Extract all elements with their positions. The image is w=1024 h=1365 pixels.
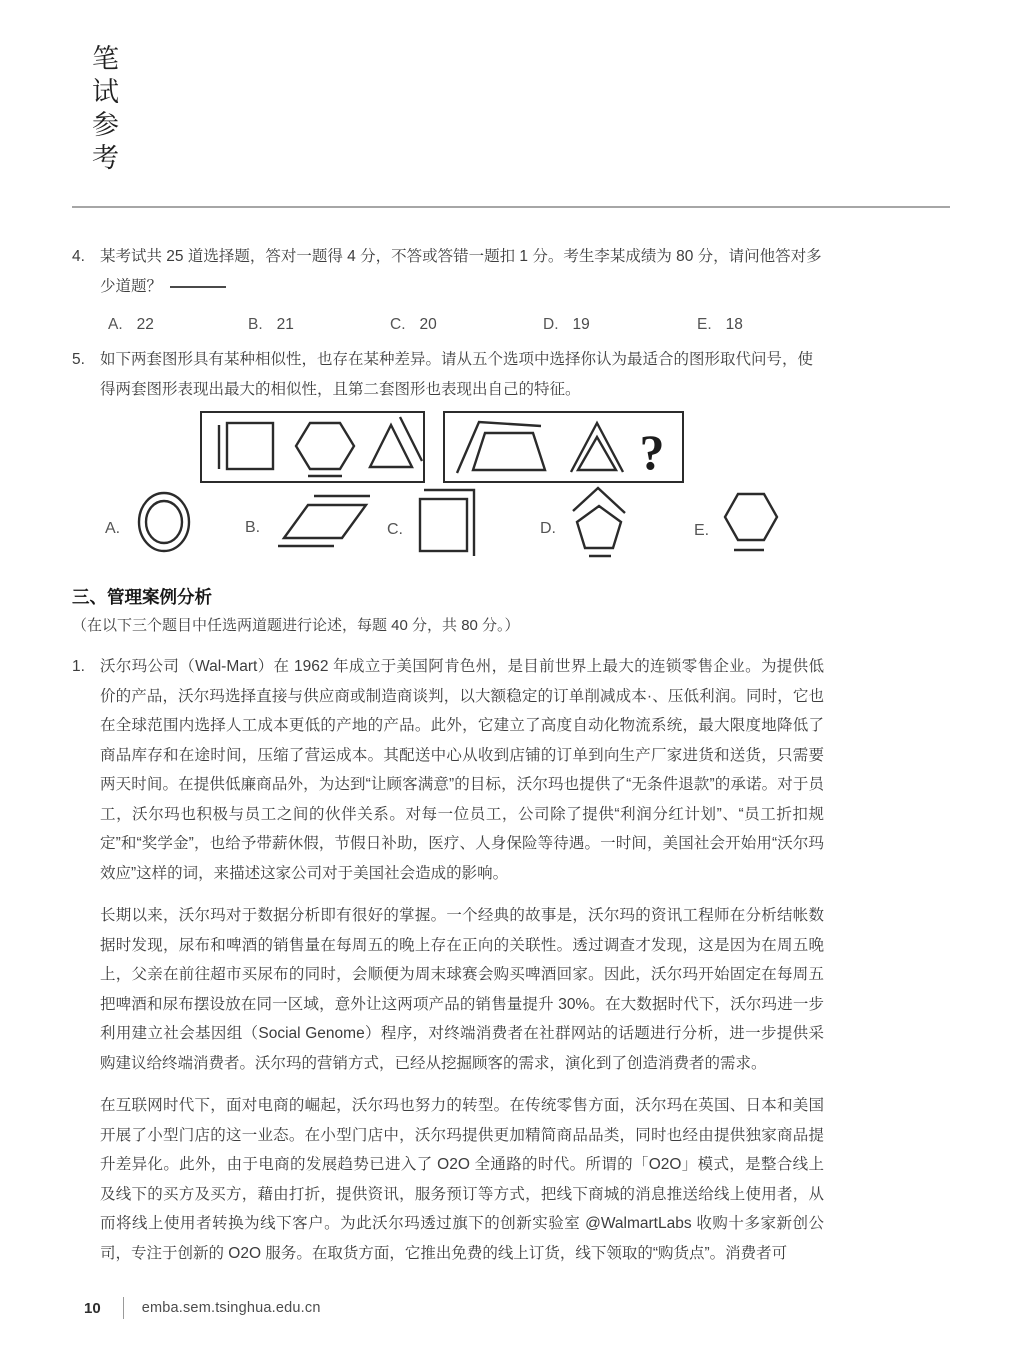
double-circle-icon (132, 486, 196, 558)
q4-option-a: A. 22 (108, 316, 154, 333)
question-4 (72, 242, 834, 336)
footer-site-url: emba.sem.tsinghua.edu.cn (141, 1300, 321, 1316)
question-5-line2: 得两套图形表现出最大的相似性，且第二套图形也表现出自己的特征。 (100, 381, 581, 398)
answer-blank-line (170, 286, 226, 288)
square-with-left-line-icon (219, 423, 273, 469)
pentagon-with-chevron-icon (568, 482, 632, 562)
page-number: 10 (84, 1299, 101, 1317)
q4-option-b: B. 21 (248, 316, 294, 333)
page-footer (84, 1297, 321, 1319)
case-1-paragraph-3: 在互联网时代下，面对电商的崛起，沃尔玛也努力的转型。在传统零售方面，沃尔玛在英国、日本和美国开展了小型门店的这一业态。在小型门店中，沃尔玛提供更加精简商品品类，同时也经由提供独家商品提升差异化。此外，由于电商的发展趋势已进入了 O2O 全通路的时代。所谓的「O2O」模式，是整合线上及线下的买方及买方，藉由打折，提供资讯，服务预订等方式，把线下商城的消息推送给线上使用者，从而将线上使用者转换为线下客户。为此沃尔玛透过旗下的创新实验室 @WalmartLabs 收购十多家新创公司，专注于创新的 O2O 服务。在取货方面，它推出免费的线上订货，线下领取的“购货点”。消费者可 (100, 1097, 824, 1262)
triangle-with-chevron-above-icon (571, 423, 623, 472)
section-3-heading: 三、管理案例分析 (72, 587, 212, 607)
question-5-line1: 如下两套图形具有某种相似性，也存在某种差异。请从五个选项中选择你认为最适合的图形取代问号，使 (100, 351, 814, 368)
trapezoid-with-left-top-lines-icon (457, 422, 545, 473)
question-5-number: 5. (72, 351, 85, 368)
q5-option-e: E. (694, 486, 781, 562)
q5-option-c: C. (387, 486, 479, 560)
q5-option-b: B. (245, 492, 378, 550)
question-4-line1: 某考试共 25 道选择题，答对一题得 4 分，不答或答错一题扣 1 分。考生李某成绩为 80 分，请问他答对多 (100, 248, 822, 265)
square-with-corner-lines-icon (415, 486, 479, 560)
page-title-vertical: 笔试参考 (88, 44, 118, 176)
q4-option-c: C. 20 (390, 316, 437, 333)
figure-set-2-box (443, 411, 684, 483)
parallelogram-with-lines-icon (272, 492, 378, 550)
q4-option-e: E. 18 (697, 316, 743, 333)
case-1-paragraph-1: 沃尔玛公司（Wal-Mart）在 1962 年成立于美国阿肯色州，是目前世界上最大的连锁零售企业。为提供低价的产品，沃尔玛选择直接与供应商或制造商谈判，以大额稳定的订单削减成本·、压低利润。同时，它也在全球范围内选择人工成本更低的产地的产品。此外，它建立了高度自动化物流系统，最大限度地降低了商品库存和在途时间，压缩了营运成本。其配送中心从收到店铺的订单到向生产厂家进货和送货，只需要两天时间。在提供低廉商品外，为达到“让顾客满意”的目标，沃尔玛也提供了“无条件退款”的承诺。对于员工，沃尔玛也积极与员工之间的伙伴关系。对每一位员工，公司除了提供“利润分红计划”、“员工折扣规定”和“奖学金”，也给予带薪休假，节假日补助，医疗、人身保险等待遇。一时间，美国社会开始用“沃尔玛效应”这样的词，来描述这家公司对于美国社会造成的影响。 (100, 658, 824, 882)
figure-set-1 (202, 413, 423, 481)
section-3-note: （在以下三个题目中任选两道题进行论述，每题 40 分，共 80 分。） (72, 617, 520, 634)
case-study-1 (72, 652, 824, 1281)
triangle-with-right-line-icon (370, 417, 422, 467)
q5-option-a: A. (105, 486, 196, 558)
question-mark-glyph: ? (639, 424, 665, 480)
figure-set-1-box (200, 411, 425, 483)
case-1-paragraph-2: 长期以来，沃尔玛对于数据分析即有很好的掌握。一个经典的故事是，沃尔玛的资讯工程师在分析结帐数据时发现，尿布和啤酒的销售量在每周五的晚上存在正向的关联性。透过调查才发现，这是因为在周五晚上，父亲在前往超市买尿布的同时，会顺便为周末球赛会购买啤酒回家。因此，沃尔玛开始固定在每周五把啤酒和尿布摆设放在同一区域，意外让这两项产品的销售量提升 30%。在大数据时代下，沃尔玛进一步利用建立社会基因组（Social Genome）程序，对终端消费者在社群网站的话题进行分析，进一步提供采购建议给终端消费者。沃尔玛的营销方式，已经从挖掘顾客的需求，演化到了创造消费者的需求。 (100, 907, 824, 1072)
header-divider-rule (72, 206, 950, 208)
case-1-number: 1. (72, 658, 85, 675)
q4-option-d: D. 19 (543, 316, 590, 333)
question-4-options (72, 310, 834, 336)
question-4-number: 4. (72, 248, 85, 265)
question-5 (72, 345, 834, 405)
hexagon-with-underline-icon (296, 423, 354, 476)
question-4-line2: 少道题？ (100, 272, 834, 302)
footer-divider (123, 1297, 124, 1319)
q5-option-d: D. (540, 482, 632, 562)
hexagon-with-underline-icon (721, 486, 781, 562)
figure-set-2 (445, 413, 682, 481)
